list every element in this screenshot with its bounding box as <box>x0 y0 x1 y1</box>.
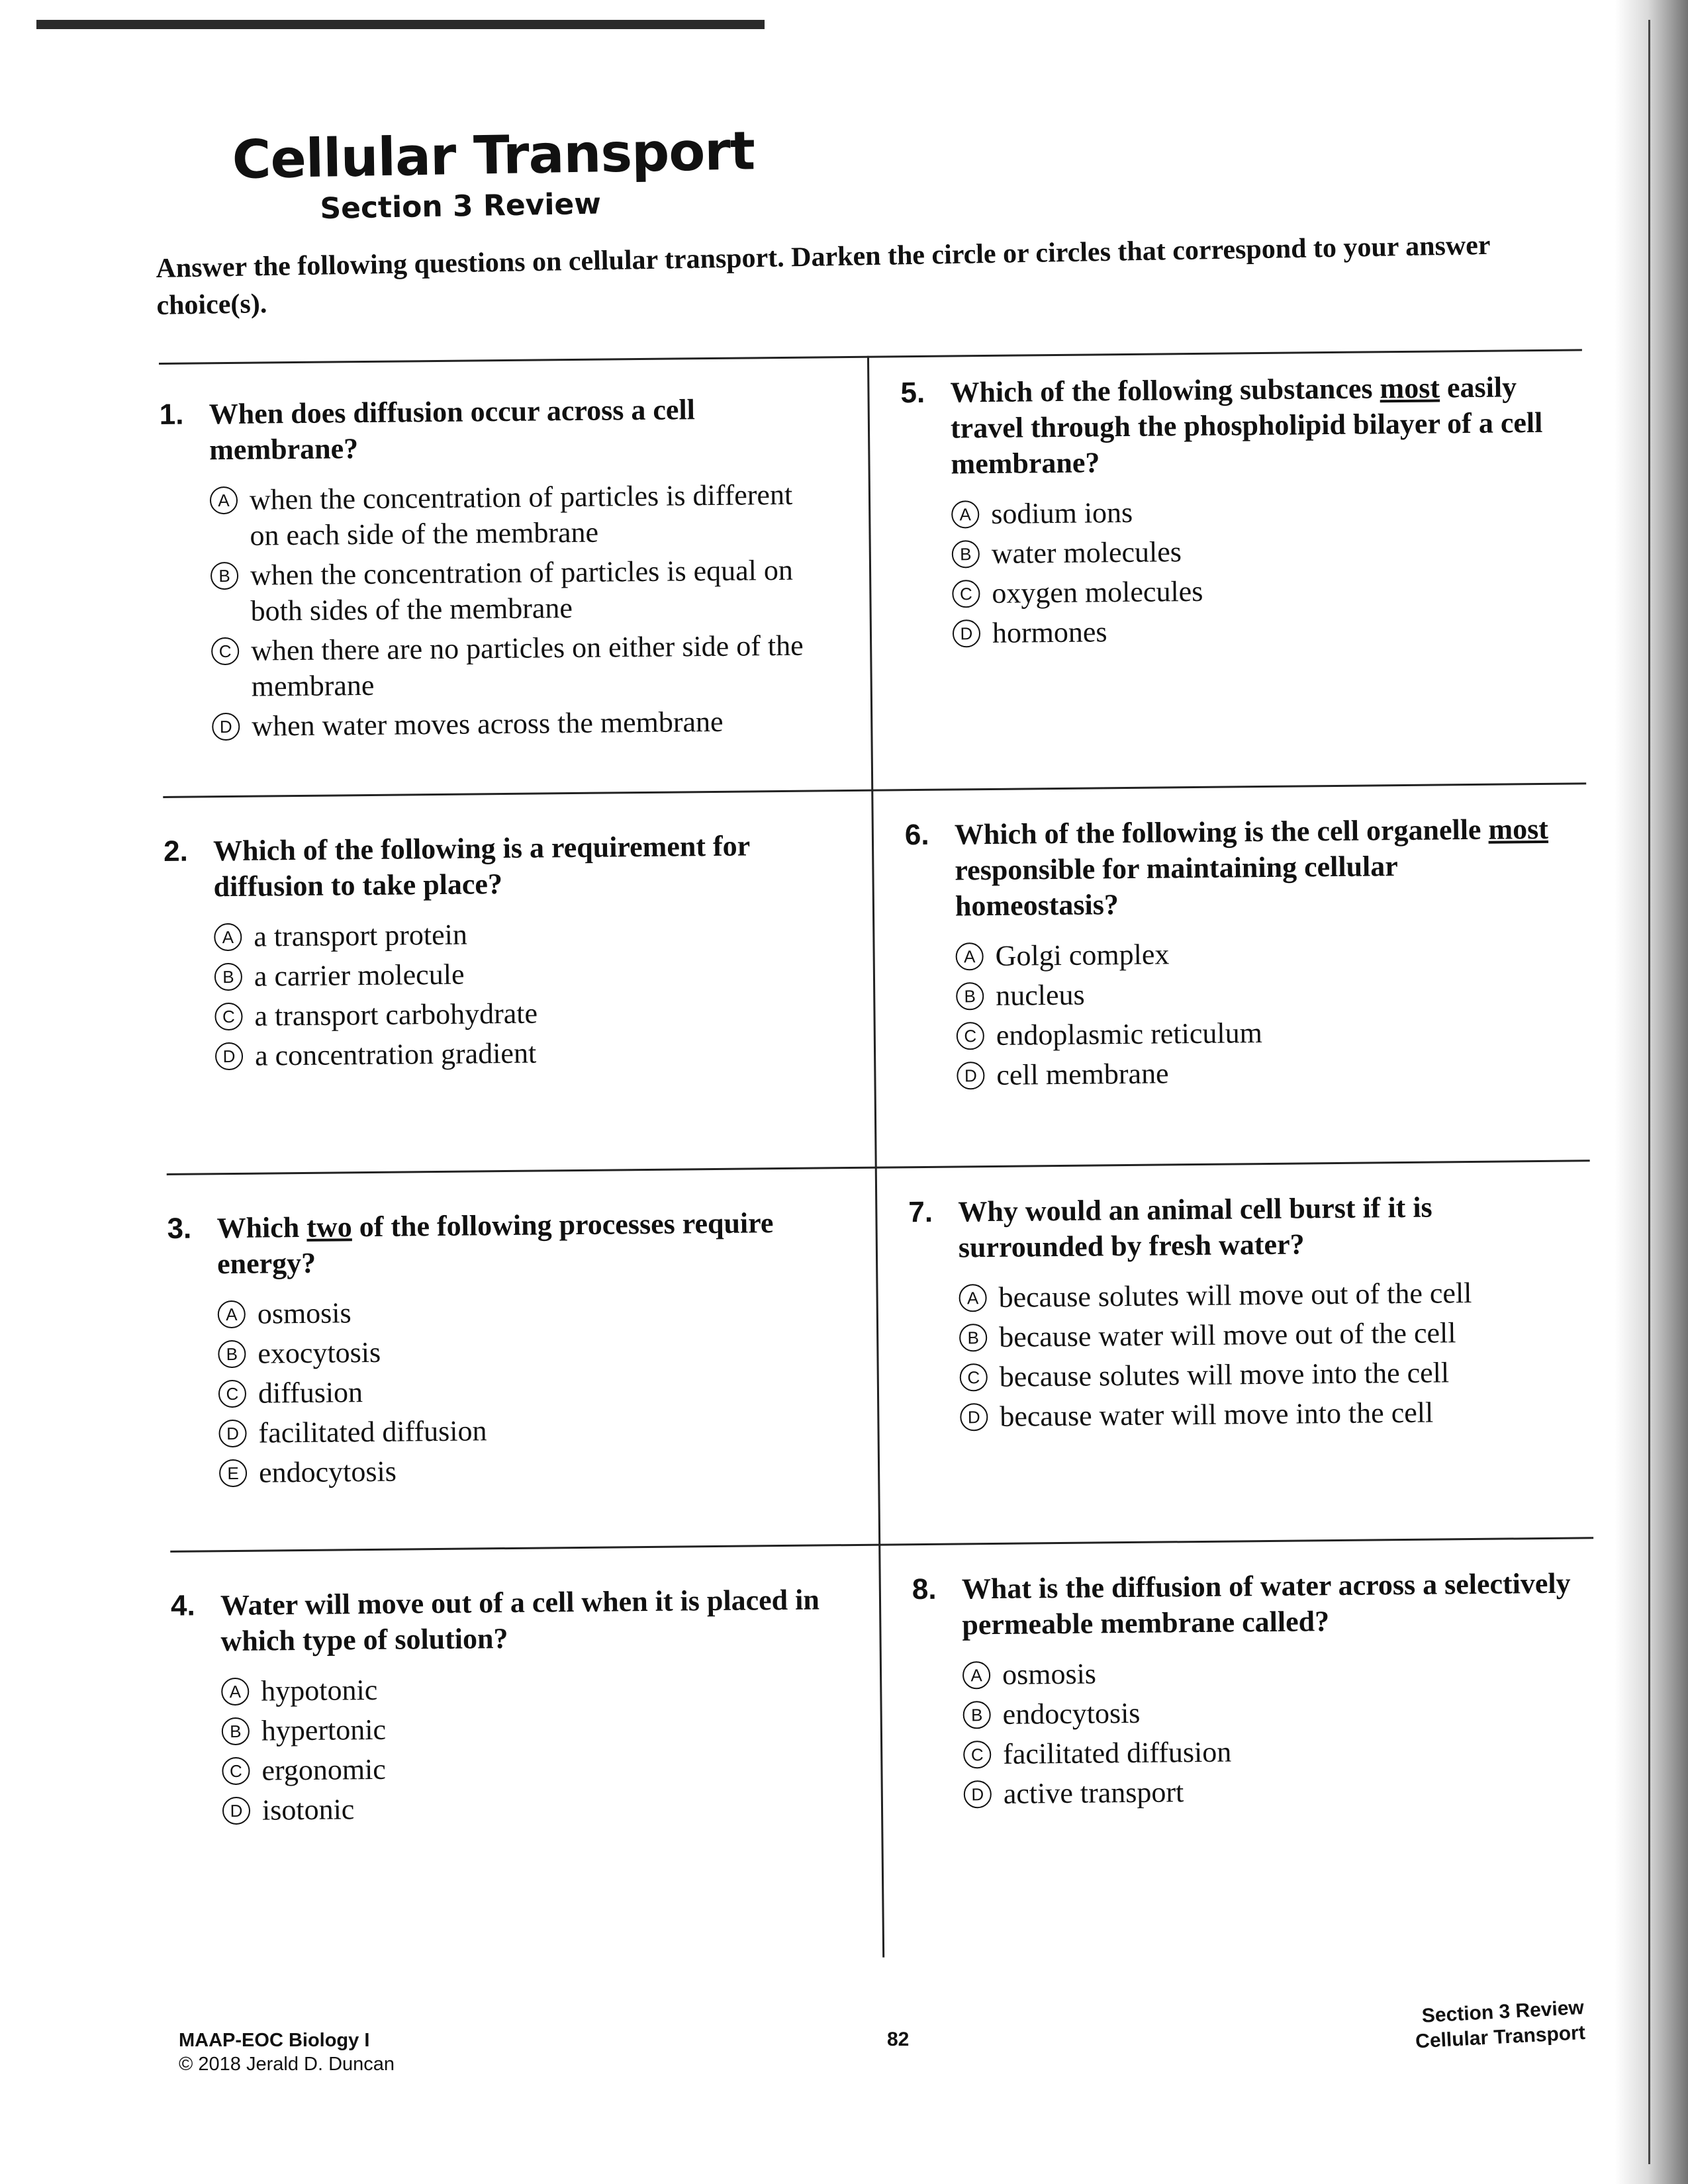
scan-edge-right <box>1648 20 1650 2164</box>
answer-option[interactable] <box>218 1370 831 1412</box>
answer-options <box>214 913 827 1074</box>
question-prompt: Why would an animal cell burst if it is surrounded by fresh water? <box>958 1191 1432 1264</box>
answer-option[interactable] <box>215 1032 827 1074</box>
answer-bubble[interactable]: C <box>960 1363 988 1391</box>
answer-bubble[interactable]: D <box>964 1780 992 1808</box>
answer-text: endoplasmic reticulum <box>996 1017 1263 1052</box>
answer-text: facilitated diffusion <box>1003 1735 1232 1770</box>
answer-text: endocytosis <box>1002 1696 1141 1731</box>
answer-text: when the concentration of particles is equal on both sides of the membrane <box>250 553 794 627</box>
question-prompt: Which two of the following processes require energy? <box>216 1206 774 1281</box>
question-8 <box>912 1566 1577 1817</box>
answer-options <box>962 1652 1576 1813</box>
answer-option[interactable] <box>959 1275 1571 1316</box>
answer-text: isotonic <box>261 1793 355 1827</box>
answer-option[interactable] <box>219 1449 831 1491</box>
answer-option[interactable] <box>955 933 1568 975</box>
footer-section: Section 3 Review <box>1421 1996 1585 2027</box>
answer-text: because solutes will move out of the cell <box>998 1277 1472 1314</box>
answer-options <box>955 933 1569 1094</box>
answer-bubble[interactable]: A <box>955 942 983 970</box>
answer-bubble[interactable]: C <box>963 1741 991 1768</box>
answer-bubble[interactable]: D <box>957 1062 984 1089</box>
answer-text: facilitated diffusion <box>258 1414 487 1449</box>
answer-bubble[interactable]: D <box>218 1420 246 1447</box>
answer-bubble[interactable]: A <box>210 486 238 514</box>
question-6 <box>905 811 1570 1099</box>
column-divider <box>867 356 884 1958</box>
answer-text: hypotonic <box>261 1673 378 1707</box>
question-prompt: Which of the following is a requirement for diffusion to take place? <box>212 829 750 903</box>
question-number: 5. <box>900 376 925 410</box>
answer-bubble[interactable]: C <box>222 1757 250 1785</box>
answer-text: when there are no particles on either side of the membrane <box>250 629 804 703</box>
footer-topic: Cellular Transport <box>1415 2021 1586 2053</box>
answer-text: water molecules <box>991 535 1182 570</box>
answer-text: when water moves across the membrane <box>252 705 724 743</box>
answer-options <box>221 1668 835 1829</box>
answer-option[interactable] <box>952 531 1564 572</box>
answer-bubble[interactable]: D <box>215 1042 243 1070</box>
answer-option[interactable] <box>214 953 827 995</box>
answer-text: endocytosis <box>258 1455 397 1489</box>
scan-border-top <box>36 20 765 29</box>
answer-option[interactable] <box>957 1013 1569 1054</box>
page-title: Cellular Transport <box>232 120 755 191</box>
answer-bubble[interactable]: C <box>957 1022 984 1050</box>
answer-text: a transport protein <box>254 918 468 953</box>
answer-bubble[interactable]: C <box>214 1003 242 1030</box>
answer-bubble[interactable]: D <box>953 619 980 647</box>
answer-bubble[interactable]: D <box>212 713 240 741</box>
footer-book-title: MAAP-EOC Biology I <box>179 2030 370 2051</box>
answer-option[interactable] <box>959 1314 1571 1356</box>
answer-text: osmosis <box>1002 1657 1097 1691</box>
answer-option[interactable] <box>957 1052 1569 1094</box>
answer-option[interactable] <box>222 1707 834 1749</box>
question-prompt: Which of the following is the cell organelle most responsible for maintaining cellular homeostasis? <box>954 812 1549 923</box>
grid-rule <box>159 349 1582 365</box>
answer-option[interactable] <box>960 1394 1572 1435</box>
answer-option[interactable] <box>963 1731 1575 1773</box>
question-prompt: Water will move out of a cell when it is placed in which type of solution? <box>220 1583 820 1658</box>
answer-bubble[interactable]: B <box>211 562 238 590</box>
grid-rule <box>167 1160 1590 1175</box>
grid-rule <box>163 782 1586 798</box>
question-grid <box>159 349 1597 1964</box>
question-number: 6. <box>904 818 929 852</box>
answer-text: a concentration gradient <box>254 1036 537 1072</box>
answer-bubble[interactable]: A <box>218 1300 246 1328</box>
answer-bubble[interactable]: E <box>219 1459 247 1487</box>
instructions: Answer the following questions on cellular transport. Darken the circle or circles that correspond to your answer choice(s). <box>156 230 1491 321</box>
question-3 <box>167 1205 831 1496</box>
question-number: 7. <box>908 1195 933 1229</box>
answer-bubble[interactable]: B <box>952 540 980 568</box>
answer-option[interactable] <box>218 1410 831 1451</box>
question-2 <box>164 827 828 1079</box>
answer-bubble[interactable]: D <box>960 1403 988 1431</box>
answer-bubble[interactable]: C <box>218 1380 246 1408</box>
answer-option[interactable] <box>952 570 1564 612</box>
answer-option[interactable] <box>953 610 1565 652</box>
answer-option[interactable] <box>962 1652 1575 1694</box>
answer-option[interactable] <box>962 1692 1575 1733</box>
answer-options <box>951 491 1565 652</box>
answer-text: sodium ions <box>991 496 1133 530</box>
question-5 <box>900 369 1565 657</box>
answer-option[interactable] <box>960 1354 1572 1396</box>
answer-text: a carrier molecule <box>254 958 465 993</box>
answer-bubble[interactable]: C <box>211 637 239 665</box>
answer-options <box>959 1275 1572 1435</box>
answer-option[interactable] <box>214 993 827 1034</box>
question-1 <box>159 390 824 749</box>
grid-rule <box>170 1537 1593 1553</box>
footer-section-info <box>1413 1995 1585 2054</box>
question-number: 4. <box>170 1589 195 1622</box>
answer-bubble[interactable]: A <box>959 1284 986 1312</box>
answer-bubble[interactable]: A <box>221 1678 249 1706</box>
answer-text: exocytosis <box>258 1336 381 1370</box>
question-number: 1. <box>159 398 184 431</box>
answer-bubble[interactable]: B <box>956 982 984 1010</box>
question-4 <box>171 1582 835 1833</box>
answer-bubble[interactable]: D <box>222 1797 250 1825</box>
answer-option[interactable] <box>211 552 823 629</box>
answer-text: oxygen molecules <box>992 574 1203 610</box>
answer-bubble[interactable]: A <box>214 923 242 951</box>
answer-bubble[interactable]: B <box>222 1717 250 1745</box>
answer-text: osmosis <box>257 1297 352 1330</box>
page-subtitle: Section 3 Review <box>320 187 602 226</box>
answer-text: diffusion <box>258 1376 363 1410</box>
answer-bubble[interactable]: B <box>962 1701 990 1729</box>
answer-text: when the concentration of particles is different on each side of the membrane <box>249 478 793 552</box>
question-prompt: Which of the following substances most easily travel through the phospholipid bilayer of a cell membrane? <box>950 371 1543 480</box>
answer-bubble[interactable]: A <box>951 500 979 528</box>
question-prompt: When does diffusion occur across a cell membrane? <box>209 393 696 467</box>
answer-options <box>218 1291 832 1491</box>
answer-option[interactable] <box>212 703 824 745</box>
answer-bubble[interactable]: B <box>214 963 242 991</box>
answer-text: ergonomic <box>261 1752 387 1787</box>
scan-shadow-right <box>1615 0 1688 2184</box>
answer-text: because water will move into the cell <box>1000 1396 1434 1433</box>
answer-option[interactable] <box>221 1668 833 1709</box>
answer-option[interactable] <box>964 1771 1576 1813</box>
answer-text: hypertonic <box>261 1713 387 1747</box>
answer-bubble[interactable]: A <box>962 1661 990 1689</box>
answer-bubble[interactable]: B <box>959 1324 987 1351</box>
question-number: 3. <box>167 1212 192 1245</box>
answer-option[interactable] <box>214 913 826 955</box>
answer-option[interactable] <box>956 973 1568 1015</box>
page-number: 82 <box>887 2028 910 2050</box>
answer-option[interactable] <box>211 627 824 705</box>
answer-text: hormones <box>992 615 1107 649</box>
answer-option[interactable] <box>210 477 823 554</box>
answer-text: because solutes will move into the cell <box>999 1356 1450 1393</box>
question-number: 8. <box>912 1572 937 1606</box>
answer-text: because water will move out of the cell <box>998 1316 1456 1353</box>
answer-option[interactable] <box>222 1787 835 1829</box>
answer-bubble[interactable]: B <box>218 1340 246 1368</box>
question-prompt: What is the diffusion of water across a selectively permeable membrane called? <box>961 1567 1571 1641</box>
answer-text: cell membrane <box>996 1057 1169 1091</box>
footer-copyright: © 2018 Jerald D. Duncan <box>179 2054 395 2075</box>
question-7 <box>908 1189 1573 1440</box>
answer-options <box>210 477 825 745</box>
answer-text: active transport <box>1003 1776 1184 1810</box>
answer-text: Golgi complex <box>995 938 1170 972</box>
answer-option[interactable] <box>951 491 1564 533</box>
answer-text: nucleus <box>996 978 1085 1012</box>
answer-bubble[interactable]: C <box>952 580 980 608</box>
footer-book-info <box>179 2028 395 2076</box>
question-number: 2. <box>163 835 189 868</box>
answer-option[interactable] <box>222 1747 834 1789</box>
answer-option[interactable] <box>218 1330 830 1372</box>
answer-option[interactable] <box>218 1291 830 1332</box>
answer-text: a transport carbohydrate <box>254 997 538 1032</box>
